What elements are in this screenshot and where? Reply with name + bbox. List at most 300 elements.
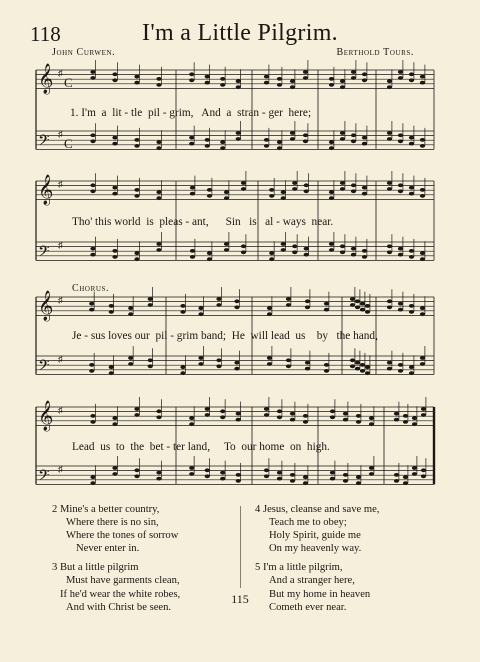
note-head: [403, 481, 408, 485]
key-signature: ♯: [58, 354, 63, 364]
note-head: [360, 308, 365, 312]
verse-number: 4: [255, 504, 261, 515]
note-head: [356, 414, 361, 418]
note-head: [236, 137, 241, 141]
note-head: [90, 414, 95, 418]
note-head: [340, 250, 345, 254]
note-head: [267, 306, 272, 310]
note-head: [189, 142, 194, 146]
note-head: [409, 249, 414, 253]
note-head: [128, 362, 133, 366]
note-head: [220, 146, 225, 150]
note-head: [90, 420, 95, 424]
note-head: [329, 242, 334, 246]
note-head: [156, 409, 161, 413]
note-head: [387, 250, 392, 254]
note-head: [205, 474, 210, 478]
note-head: [128, 306, 133, 310]
note-head: [369, 466, 374, 470]
note-head: [207, 257, 212, 261]
note-head: [290, 412, 295, 416]
hymn-number: 118: [30, 22, 61, 46]
verse-line: On my heavenly way.: [269, 543, 362, 555]
note-head: [355, 305, 360, 309]
note-head: [362, 72, 367, 76]
note-head: [89, 369, 94, 373]
note-head: [236, 79, 241, 83]
note-head: [420, 138, 425, 142]
note-head: [340, 79, 345, 83]
note-head: [220, 477, 225, 481]
note-head: [329, 140, 334, 144]
note-head: [236, 418, 241, 422]
note-head: [421, 468, 426, 472]
note-head: [264, 468, 269, 472]
note-head: [412, 472, 417, 476]
note-head: [189, 78, 194, 82]
note-head: [351, 183, 356, 187]
verse-number: 3: [52, 562, 58, 574]
lyric-line-4: Lead us to the bet - ter land, To our home on high.: [72, 441, 330, 453]
note-head: [189, 416, 194, 420]
note-head: [409, 255, 414, 259]
note-head: [421, 413, 426, 417]
note-head: [421, 407, 426, 411]
note-head: [340, 244, 345, 248]
note-head: [387, 137, 392, 141]
verse-line: And with Christ be seen.: [66, 601, 172, 613]
note-head: [89, 302, 94, 306]
note-head: [90, 247, 95, 251]
note-head: [356, 420, 361, 424]
note-head: [156, 140, 161, 144]
note-head: [409, 142, 414, 146]
note-head: [216, 297, 221, 301]
note-head: [403, 414, 408, 418]
note-head: [277, 140, 282, 144]
note-head: [234, 367, 239, 371]
note-head: [362, 249, 367, 253]
note-head: [236, 85, 241, 89]
verse-number: 2: [52, 504, 58, 515]
note-head: [134, 81, 139, 85]
note-head: [224, 248, 229, 252]
note-head: [112, 142, 117, 146]
note-head: [329, 77, 334, 81]
note-head: [398, 363, 403, 367]
note-head: [329, 248, 334, 252]
note-head: [134, 474, 139, 478]
note-head: [90, 189, 95, 193]
note-head: [277, 77, 282, 81]
note-head: [304, 247, 309, 251]
note-head: [324, 363, 329, 367]
verse-line: But my home in heaven: [269, 588, 371, 600]
verse-line: Cometh ever near.: [269, 601, 347, 613]
note-head: [148, 358, 153, 362]
note-head: [224, 190, 229, 194]
note-head: [189, 422, 194, 426]
lyric-line-2: Tho' this world is pleas - ant, Sin is al - ways near.: [72, 216, 334, 228]
note-head: [343, 473, 348, 477]
note-head: [220, 83, 225, 87]
note-head: [267, 362, 272, 366]
note-head: [350, 303, 355, 307]
note-head: [134, 257, 139, 261]
note-head: [220, 140, 225, 144]
note-head: [420, 312, 425, 316]
note-head: [156, 415, 161, 419]
note-head: [156, 242, 161, 246]
note-head: [277, 409, 282, 413]
note-head: [190, 192, 195, 196]
verse-line: Never enter in.: [76, 543, 140, 555]
note-head: [387, 299, 392, 303]
time-signature: C: [64, 75, 73, 90]
note-head: [189, 136, 194, 140]
note-head: [292, 250, 297, 254]
verse-line: Mine's a better country,: [59, 504, 160, 515]
note-head: [90, 481, 95, 485]
note-head: [180, 371, 185, 375]
note-head: [277, 415, 282, 419]
treble-clef: 𝄞: [38, 175, 54, 205]
note-head: [109, 365, 114, 369]
note-head: [394, 418, 399, 422]
note-head: [324, 369, 329, 373]
note-head: [355, 367, 360, 371]
note-head: [403, 420, 408, 424]
note-head: [387, 79, 392, 83]
note-head: [329, 83, 334, 87]
note-head: [180, 304, 185, 308]
note-head: [362, 192, 367, 196]
note-head: [356, 475, 361, 479]
verse-line: Jesus, cleanse and save me,: [262, 504, 380, 515]
note-head: [281, 196, 286, 200]
note-head: [156, 190, 161, 194]
note-head: [412, 422, 417, 426]
note-head: [216, 364, 221, 368]
chorus-label: Chorus.: [72, 283, 110, 294]
note-head: [134, 138, 139, 142]
note-head: [398, 369, 403, 373]
note-head: [198, 312, 203, 316]
note-head: [128, 356, 133, 360]
note-head: [236, 412, 241, 416]
note-head: [134, 251, 139, 255]
note-head: [190, 186, 195, 190]
note-head: [264, 407, 269, 411]
note-head: [220, 471, 225, 475]
note-head: [286, 297, 291, 301]
note-head: [281, 190, 286, 194]
composer: Berthold Tours.: [336, 47, 414, 58]
verse-line: I'm a little pilgrim,: [262, 562, 343, 574]
verse-line: And a stranger here,: [269, 575, 355, 587]
note-head: [394, 479, 399, 483]
note-head: [365, 310, 370, 314]
note-head: [134, 144, 139, 148]
note-head: [362, 142, 367, 146]
note-head: [216, 303, 221, 307]
note-head: [351, 189, 356, 193]
note-head: [330, 477, 335, 481]
note-head: [387, 305, 392, 309]
note-head: [340, 137, 345, 141]
note-head: [216, 358, 221, 362]
note-head: [350, 364, 355, 368]
time-signature: C: [64, 136, 73, 151]
note-head: [387, 244, 392, 248]
lyric-line-3: Je - sus loves our pil - grim band; He will lead us by the hand,: [72, 330, 378, 342]
note-head: [340, 181, 345, 185]
note-head: [409, 186, 414, 190]
note-head: [267, 312, 272, 316]
note-head: [90, 133, 95, 137]
column-divider: [240, 506, 241, 588]
note-head: [90, 139, 95, 143]
treble-clef: 𝄞: [38, 64, 54, 94]
note-head: [205, 413, 210, 417]
note-head: [290, 479, 295, 483]
verse-line: Holy Spirit, guide me: [269, 530, 361, 542]
note-head: [134, 468, 139, 472]
key-signature: ♯: [58, 295, 63, 305]
note-head: [340, 85, 345, 89]
note-head: [303, 420, 308, 424]
note-head: [112, 186, 117, 190]
key-signature: ♯: [58, 405, 63, 415]
note-head: [398, 247, 403, 251]
note-head: [281, 242, 286, 246]
note-head: [420, 188, 425, 192]
note-head: [387, 131, 392, 135]
note-head: [420, 362, 425, 366]
note-head: [360, 369, 365, 373]
note-head: [409, 78, 414, 82]
note-head: [305, 367, 310, 371]
note-head: [330, 471, 335, 475]
note-head: [305, 299, 310, 303]
note-head: [409, 72, 414, 76]
bass-clef: 𝄢: [38, 467, 50, 488]
note-head: [362, 78, 367, 82]
note-head: [350, 358, 355, 362]
note-head: [387, 361, 392, 365]
note-head: [362, 186, 367, 190]
note-head: [281, 248, 286, 252]
note-head: [365, 371, 370, 375]
note-head: [351, 253, 356, 257]
note-head: [394, 412, 399, 416]
note-head: [303, 414, 308, 418]
note-head: [269, 251, 274, 255]
note-head: [128, 312, 133, 316]
note-head: [269, 194, 274, 198]
key-signature: ♯: [58, 464, 63, 474]
note-head: [420, 144, 425, 148]
note-head: [303, 76, 308, 80]
note-head: [398, 70, 403, 74]
note-head: [180, 310, 185, 314]
note-head: [330, 409, 335, 413]
note-head: [351, 139, 356, 143]
note-head: [109, 371, 114, 375]
note-head: [189, 72, 194, 76]
note-head: [409, 136, 414, 140]
verse-line: If he'd wear the white robes,: [60, 588, 181, 600]
note-head: [351, 247, 356, 251]
note-head: [398, 253, 403, 257]
note-head: [351, 70, 356, 74]
note-head: [398, 139, 403, 143]
note-head: [329, 190, 334, 194]
lyric-line-1: 1. I'm a lit - tle pil - grim, And a stran - ger here;: [70, 107, 312, 119]
note-head: [409, 192, 414, 196]
verse-2: [52, 503, 180, 555]
note-head: [112, 466, 117, 470]
note-head: [134, 413, 139, 417]
note-head: [412, 466, 417, 470]
note-head: [324, 308, 329, 312]
note-head: [269, 257, 274, 261]
note-head: [264, 75, 269, 79]
note-head: [365, 304, 370, 308]
note-head: [156, 477, 161, 481]
note-head: [109, 310, 114, 314]
key-signature: ♯: [58, 179, 63, 189]
note-head: [241, 250, 246, 254]
note-head: [398, 308, 403, 312]
note-head: [234, 305, 239, 309]
note-head: [369, 472, 374, 476]
note-head: [286, 303, 291, 307]
note-head: [156, 248, 161, 252]
note-head: [264, 474, 269, 478]
note-head: [340, 131, 345, 135]
note-head: [112, 72, 117, 76]
note-head: [324, 302, 329, 306]
note-head: [198, 356, 203, 360]
note-head: [267, 356, 272, 360]
note-head: [134, 194, 139, 198]
verse-line: Teach me to obey;: [269, 517, 347, 529]
note-head: [329, 146, 334, 150]
note-head: [236, 479, 241, 483]
bass-clef: 𝄢: [38, 243, 50, 264]
note-head: [148, 303, 153, 307]
note-head: [351, 76, 356, 80]
note-head: [369, 422, 374, 426]
note-head: [305, 305, 310, 309]
note-head: [420, 356, 425, 360]
key-signature: ♯: [58, 240, 63, 250]
note-head: [286, 358, 291, 362]
note-head: [241, 187, 246, 191]
note-head: [89, 363, 94, 367]
note-head: [264, 81, 269, 85]
note-head: [148, 364, 153, 368]
page-number: 115: [231, 592, 249, 606]
note-head: [290, 418, 295, 422]
note-head: [198, 362, 203, 366]
note-head: [180, 365, 185, 369]
note-head: [303, 70, 308, 74]
note-head: [277, 146, 282, 150]
note-head: [190, 249, 195, 253]
note-head: [343, 418, 348, 422]
note-head: [290, 85, 295, 89]
bass-clef: 𝄢: [38, 357, 50, 378]
note-head: [277, 83, 282, 87]
note-head: [398, 302, 403, 306]
note-head: [112, 78, 117, 82]
note-head: [398, 189, 403, 193]
note-head: [362, 255, 367, 259]
note-head: [241, 244, 246, 248]
verse-line: Where the tones of sorrow: [66, 530, 179, 542]
note-head: [205, 407, 210, 411]
note-head: [236, 131, 241, 135]
note-head: [365, 365, 370, 369]
note-head: [264, 144, 269, 148]
note-head: [304, 183, 309, 187]
note-head: [343, 479, 348, 483]
verse-number: 5: [255, 562, 261, 574]
note-head: [330, 415, 335, 419]
note-head: [112, 416, 117, 420]
verse-line: But a little pilgrim: [59, 562, 139, 574]
note-head: [350, 297, 355, 301]
note-head: [303, 481, 308, 485]
note-head: [398, 76, 403, 80]
key-signature: ♯: [58, 68, 63, 78]
note-head: [355, 299, 360, 303]
treble-clef: 𝄞: [38, 401, 54, 431]
note-head: [290, 473, 295, 477]
lyricist: John Curwen.: [52, 47, 116, 58]
note-head: [304, 189, 309, 193]
note-head: [205, 81, 210, 85]
note-head: [89, 308, 94, 312]
note-head: [90, 183, 95, 187]
note-head: [264, 413, 269, 417]
note-head: [90, 475, 95, 479]
note-head: [303, 133, 308, 137]
note-head: [362, 136, 367, 140]
note-head: [220, 77, 225, 81]
note-head: [420, 75, 425, 79]
note-head: [398, 183, 403, 187]
note-head: [156, 77, 161, 81]
note-head: [398, 133, 403, 137]
note-head: [241, 181, 246, 185]
note-head: [156, 146, 161, 150]
note-head: [369, 416, 374, 420]
note-head: [112, 255, 117, 259]
note-head: [420, 257, 425, 261]
note-head: [420, 81, 425, 85]
note-head: [156, 83, 161, 87]
note-head: [290, 131, 295, 135]
note-head: [156, 471, 161, 475]
note-head: [207, 251, 212, 255]
note-head: [224, 196, 229, 200]
note-head: [360, 302, 365, 306]
bass-clef: 𝄢: [38, 132, 50, 153]
note-head: [277, 471, 282, 475]
